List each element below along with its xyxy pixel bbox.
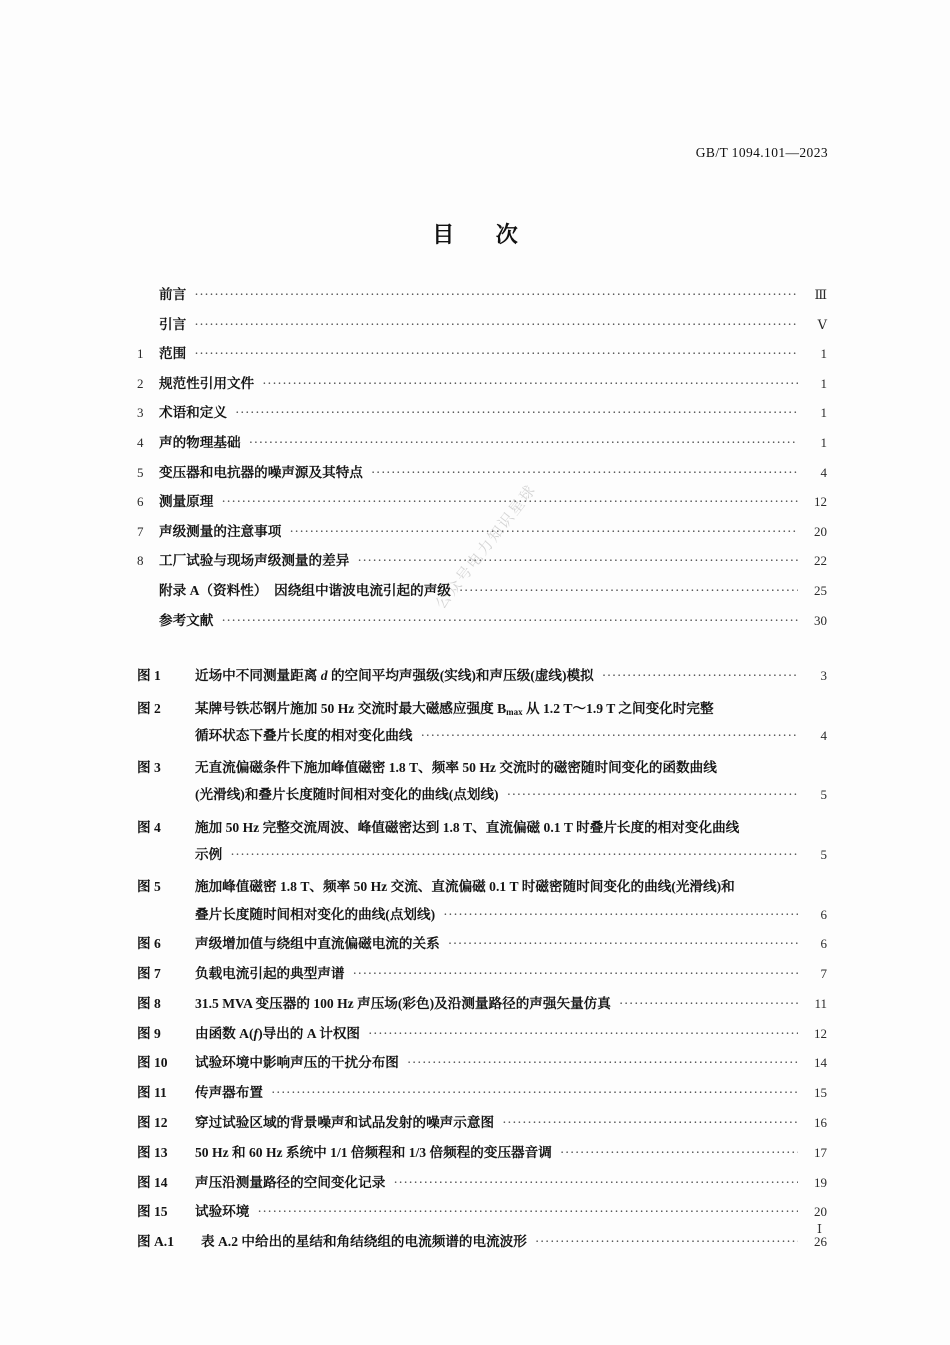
dot-leader bbox=[602, 669, 798, 683]
figure-page-number: 4 bbox=[820, 727, 827, 743]
toc-figure-row[interactable] bbox=[137, 1176, 827, 1206]
dot-leader bbox=[357, 554, 798, 568]
figure-caption-text: 负载电流引起的典型声谱 bbox=[195, 966, 345, 982]
toc-clause-row[interactable] bbox=[137, 377, 827, 407]
figure-number: 图 7 bbox=[137, 966, 161, 982]
toc-clause-row[interactable] bbox=[137, 436, 827, 466]
clause-page-number: 20 bbox=[814, 523, 827, 539]
clause-number: 2 bbox=[137, 375, 144, 391]
toc-figure-row[interactable] bbox=[137, 1027, 827, 1057]
dot-leader bbox=[507, 788, 798, 802]
figure-number: 图 1 bbox=[137, 668, 161, 684]
toc-figure-row[interactable] bbox=[137, 1235, 827, 1265]
dot-leader bbox=[368, 1027, 798, 1041]
clause-number: 7 bbox=[137, 523, 144, 539]
section-spacer bbox=[137, 643, 827, 669]
toc-clause-row[interactable] bbox=[137, 614, 827, 644]
figure-page-number: 6 bbox=[820, 906, 827, 922]
toc-body bbox=[137, 288, 827, 1265]
clause-label: 参考文献 bbox=[159, 612, 214, 628]
toc-figure-row[interactable] bbox=[137, 1146, 827, 1176]
toc-figure-list bbox=[137, 669, 827, 1265]
clause-label: 引言 bbox=[159, 316, 187, 332]
clause-number: 6 bbox=[137, 494, 144, 510]
dot-leader bbox=[393, 1176, 798, 1190]
dot-leader bbox=[289, 525, 798, 539]
dot-leader bbox=[560, 1146, 798, 1160]
figure-page-number: 15 bbox=[814, 1085, 827, 1101]
figure-caption-text: 由函数 A(f)导出的 A 计权图 bbox=[195, 1025, 361, 1041]
clause-label: 前言 bbox=[159, 287, 187, 302]
clause-page-number: 1 bbox=[820, 346, 827, 362]
dot-leader bbox=[249, 436, 798, 450]
figure-caption-text: 试验环境中影响声压的干扰分布图 bbox=[195, 1055, 399, 1071]
figure-number: 图 2 bbox=[137, 700, 161, 716]
dot-leader bbox=[743, 878, 798, 892]
toc-figure-row[interactable] bbox=[137, 1116, 827, 1146]
dot-leader bbox=[535, 1235, 798, 1249]
figure-number: 图 5 bbox=[137, 879, 161, 895]
figure-caption-text: 叠片长度随时间相对变化的曲线(点划线) bbox=[195, 906, 436, 922]
toc-clause-row[interactable] bbox=[137, 466, 827, 496]
clause-label: 术语和定义 bbox=[159, 405, 227, 421]
dot-leader bbox=[257, 1205, 798, 1219]
dot-leader bbox=[194, 347, 798, 361]
toc-clause-row[interactable] bbox=[137, 554, 827, 584]
figure-page-number: 3 bbox=[820, 668, 827, 684]
figure-page-number: 11 bbox=[814, 995, 827, 1011]
figure-page-number: 7 bbox=[820, 966, 827, 982]
figure-page-number: 14 bbox=[814, 1055, 827, 1071]
figure-page-number: 16 bbox=[814, 1115, 827, 1131]
figure-page-number: 17 bbox=[814, 1144, 827, 1160]
figure-caption-text: 传声器布置 bbox=[195, 1085, 263, 1101]
clause-page-number: Ⅴ bbox=[817, 316, 827, 332]
dot-leader bbox=[194, 288, 798, 302]
clause-label: 声级测量的注意事项 bbox=[159, 523, 282, 539]
dot-leader bbox=[448, 937, 798, 951]
figure-page-number: 26 bbox=[814, 1234, 827, 1250]
figure-caption-text: 循环状态下叠片长度的相对变化曲线 bbox=[195, 727, 413, 743]
figure-number: 图 10 bbox=[137, 1055, 168, 1071]
dot-leader bbox=[407, 1056, 798, 1070]
clause-number: 4 bbox=[137, 434, 144, 450]
dot-leader bbox=[371, 466, 798, 480]
clause-number: 1 bbox=[137, 346, 144, 362]
clause-number: 3 bbox=[137, 405, 144, 421]
clause-number: 5 bbox=[137, 464, 144, 480]
dot-leader bbox=[619, 997, 798, 1011]
dot-leader bbox=[725, 759, 798, 773]
clause-label: 工厂试验与现场声级测量的差异 bbox=[159, 553, 350, 569]
dot-leader bbox=[722, 699, 798, 713]
figure-caption-text: 50 Hz 和 60 Hz 系统中 1/1 倍频程和 1/3 倍频程的变压器音调 bbox=[195, 1144, 552, 1160]
toc-clause-row[interactable] bbox=[137, 318, 827, 348]
dot-leader bbox=[459, 584, 798, 598]
figure-page-number: 6 bbox=[820, 936, 827, 952]
clause-page-number: 4 bbox=[820, 464, 827, 480]
figure-number: 图 A.1 bbox=[137, 1234, 175, 1250]
figure-caption-text: 表 A.2 中给出的星结和角结绕组的电流频谱的电流波形 bbox=[201, 1234, 527, 1250]
dot-leader bbox=[747, 818, 798, 832]
figure-number: 图 4 bbox=[137, 819, 161, 835]
toc-figure-row[interactable] bbox=[137, 788, 827, 818]
toc-figure-row[interactable] bbox=[137, 878, 827, 908]
clause-label: 变压器和电抗器的噪声源及其特点 bbox=[159, 464, 363, 480]
toc-figure-row[interactable] bbox=[137, 937, 827, 967]
figure-number: 图 3 bbox=[137, 760, 161, 776]
figure-page-number: 5 bbox=[820, 846, 827, 862]
clause-page-number: Ⅲ bbox=[814, 287, 827, 302]
toc-figure-row[interactable] bbox=[137, 1056, 827, 1086]
toc-figure-row[interactable] bbox=[137, 729, 827, 759]
figure-caption-text: 示例 bbox=[195, 846, 223, 862]
clause-page-number: 1 bbox=[820, 405, 827, 421]
dot-leader bbox=[194, 318, 798, 332]
toc-clause-row[interactable] bbox=[137, 495, 827, 525]
clause-page-number: 22 bbox=[814, 553, 827, 569]
dot-leader bbox=[221, 495, 798, 509]
toc-figure-row[interactable] bbox=[137, 1205, 827, 1235]
toc-clause-row[interactable] bbox=[137, 406, 827, 436]
figure-caption-text: 近场中不同测量距离 d 的空间平均声强级(实线)和声压级(虚线)模拟 bbox=[195, 668, 594, 684]
toc-figure-row[interactable] bbox=[137, 908, 827, 938]
figure-page-number: 5 bbox=[820, 787, 827, 803]
clause-page-number: 1 bbox=[820, 375, 827, 391]
toc-clause-row[interactable] bbox=[137, 288, 827, 318]
running-header bbox=[696, 145, 828, 161]
clause-label: 测量原理 bbox=[159, 494, 214, 510]
dot-leader bbox=[262, 377, 798, 391]
clause-label: 规范性引用文件 bbox=[159, 375, 255, 391]
dot-leader bbox=[421, 729, 799, 743]
figure-number: 图 8 bbox=[137, 995, 161, 1011]
toc-clause-list bbox=[137, 288, 827, 643]
clause-label: 声的物理基础 bbox=[159, 434, 241, 450]
toc-figure-row[interactable] bbox=[137, 669, 827, 699]
toc-clause-row[interactable] bbox=[137, 584, 827, 614]
figure-number: 图 13 bbox=[137, 1144, 168, 1160]
dot-leader bbox=[443, 908, 798, 922]
dot-leader bbox=[221, 614, 798, 628]
toc-figure-row[interactable] bbox=[137, 699, 827, 729]
clause-page-number: 1 bbox=[820, 434, 827, 450]
dot-leader bbox=[271, 1086, 798, 1100]
figure-number: 图 15 bbox=[137, 1204, 168, 1220]
toc-figure-row[interactable] bbox=[137, 1086, 827, 1116]
figure-caption-text: 穿过试验区域的背景噪声和试品发射的噪声示意图 bbox=[195, 1115, 495, 1131]
figure-number: 图 6 bbox=[137, 936, 161, 952]
figure-caption-text: 声级增加值与绕组中直流偏磁电流的关系 bbox=[195, 936, 440, 952]
figure-caption-text: 试验环境 bbox=[195, 1204, 250, 1220]
watermark-text: 公众号电力知识星球 bbox=[431, 480, 540, 613]
dot-leader bbox=[353, 967, 798, 981]
figure-caption-text: (光滑线)和叠片长度随时间相对变化的曲线(点划线) bbox=[195, 787, 499, 803]
dot-leader bbox=[502, 1116, 798, 1130]
clause-label: 范围 bbox=[159, 346, 187, 362]
clause-page-number: 30 bbox=[814, 612, 827, 628]
clause-page-number: 25 bbox=[814, 582, 827, 598]
dot-leader bbox=[235, 406, 798, 420]
page-title: 目 次 bbox=[432, 222, 536, 247]
figure-caption-text: 无直流偏磁条件下施加峰值磁密 1.8 T、频率 50 Hz 交流时的磁密随时间变化的函数曲线 bbox=[195, 760, 717, 776]
toc-figure-row[interactable] bbox=[137, 848, 827, 878]
clause-label: 附录 A（资料性） 因绕组中谐波电流引起的声级 bbox=[159, 582, 451, 598]
figure-caption-text: 31.5 MVA 变压器的 100 Hz 声压场(彩色)及沿测量路径的声强矢量仿真 bbox=[195, 995, 611, 1011]
toc-figure-row[interactable] bbox=[137, 818, 827, 848]
figure-number: 图 12 bbox=[137, 1115, 168, 1131]
dot-leader bbox=[230, 848, 798, 862]
figure-page-number: 12 bbox=[814, 1025, 827, 1041]
figure-caption-text: 施加 50 Hz 完整交流周波、峰值磁密达到 1.8 T、直流偏磁 0.1 T 时叠片长度的相对变化曲线 bbox=[195, 819, 740, 835]
clause-number: 8 bbox=[137, 553, 144, 569]
figure-number: 图 9 bbox=[137, 1025, 161, 1041]
figure-caption-text: 声压沿测量路径的空间变化记录 bbox=[195, 1174, 386, 1190]
clause-page-number: 12 bbox=[814, 494, 827, 510]
figure-caption-text: 施加峰值磁密 1.8 T、频率 50 Hz 交流、直流偏磁 0.1 T 时磁密随时间变化的曲线(光滑线)和 bbox=[195, 879, 735, 895]
figure-page-number: 20 bbox=[814, 1204, 827, 1220]
page-number: Ⅰ bbox=[817, 1222, 822, 1236]
figure-number: 图 14 bbox=[137, 1174, 168, 1190]
toc-clause-row[interactable] bbox=[137, 347, 827, 377]
toc-figure-row[interactable] bbox=[137, 759, 827, 789]
figure-page-number: 19 bbox=[814, 1174, 827, 1190]
figure-number: 图 11 bbox=[137, 1085, 167, 1101]
figure-caption-text: 某牌号铁芯钢片施加 50 Hz 交流时最大磁感应强度 $B_{max}$ 从 1.2 T～1.9 T 之间变化时完整 bbox=[195, 700, 714, 717]
toc-clause-row[interactable] bbox=[137, 525, 827, 555]
toc-figure-row[interactable] bbox=[137, 997, 827, 1027]
toc-figure-row[interactable] bbox=[137, 967, 827, 997]
standard-number: GB/T 1094.101—2023 bbox=[695, 145, 828, 160]
